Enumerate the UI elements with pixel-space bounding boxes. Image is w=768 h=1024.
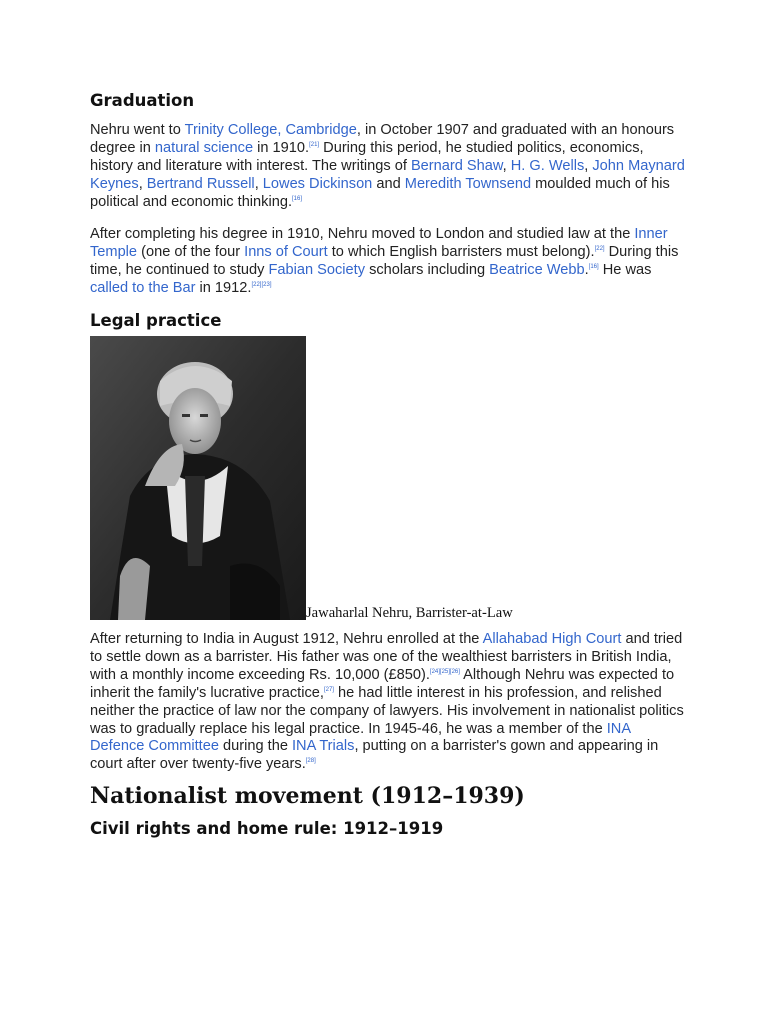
link-meredith-townsend[interactable]: Meredith Townsend [404,175,532,192]
citation-27[interactable]: [27] [323,686,334,693]
link-inner-temple[interactable]: Inner Temple [90,226,668,260]
civil-rights-subheading: Civil rights and home rule: 1912–1919 [90,819,444,838]
link-lowes-dickinson[interactable]: Lowes Dickinson [262,175,373,192]
citation-16[interactable]: [16] [292,195,303,202]
link-bernard-shaw[interactable]: Bernard Shaw [410,157,503,174]
citation-22-23[interactable]: [22][23] [251,281,272,288]
graduation-paragraph-1: Nehru went to Trinity College, Cambridge, in October 1907 and graduated with an honours degree in natural science in 1910.[21] During this period, he studied politics, economics, history and literature with interest. The writings of Bernard Shaw, H. G. Wells, John Maynard Keynes, Bertrand Russell, Lowes Dickinson and Meredith Townsend moulded much of his political and economic thinking.[16] [90,122,685,210]
link-allahabad-high-court[interactable]: Allahabad High Court [482,631,622,647]
link-called-to-the-bar[interactable]: called to the Bar [90,279,196,296]
link-trinity-college[interactable]: Trinity College, Cambridge [184,122,357,138]
citation-28[interactable]: [28] [305,758,316,765]
citation-22[interactable]: [22] [594,245,605,252]
nationalist-movement-heading: Nationalist movement (1912–1939) [90,783,525,809]
portrait-caption: Jawaharlal Nehru, Barrister-at-Law [306,605,513,621]
link-inns-of-court[interactable]: Inns of Court [244,243,328,260]
portrait-image [90,336,306,620]
link-ina-defence-committee[interactable]: INA Defence Committee [90,720,631,755]
graduation-paragraph-2: After completing his degree in 1910, Nehru moved to London and studied law at the Inner Temple (one of the four Inns of Court to which English barristers must belong).[22] During this time, he continued to study Fabian Society scholars including Beatrice Webb.[16] He was called to the Bar in 1912.[22][23] [90,226,679,296]
legal-practice-paragraph: After returning to India in August 1912, Nehru enrolled at the Allahabad High Court and tried to settle down as a barrister. His father was one of the wealthiest barristers in British India, with a monthly income exceeding Rs. 10,000 (£850).[24][25][26] Although Nehru was expected to inherit the family's lucrative practice,[27] he had little interest in his profession, and relished neither the practice of law nor the company of lawyers. His involvement in nationalist politics was to gradually replace his legal practice. In 1945-46, he was a member of the INA Defence Committee during the INA Trials, putting on a barrister's gown and appearing in court after over twenty-five years.[28] [90,631,684,773]
link-natural-science[interactable]: natural science [154,139,254,156]
citation-21[interactable]: [21] [309,141,320,148]
legal-practice-heading: Legal practice [90,311,222,330]
link-bertrand-russell[interactable]: Bertrand Russell [146,175,255,192]
link-fabian-society[interactable]: Fabian Society [268,261,366,278]
portrait-figure [90,336,650,626]
citation-16-b[interactable]: [16] [588,263,599,270]
link-john-maynard-keynes[interactable]: John Maynard Keynes [90,157,685,192]
link-beatrice-webb[interactable]: Beatrice Webb [489,261,585,278]
link-hg-wells[interactable]: H. G. Wells [510,157,585,174]
link-ina-trials[interactable]: INA Trials [292,738,355,755]
citation-24-25-26[interactable]: [24][25][26] [429,668,460,675]
graduation-heading: Graduation [90,91,195,110]
nehru-portrait-photo[interactable] [90,336,306,620]
